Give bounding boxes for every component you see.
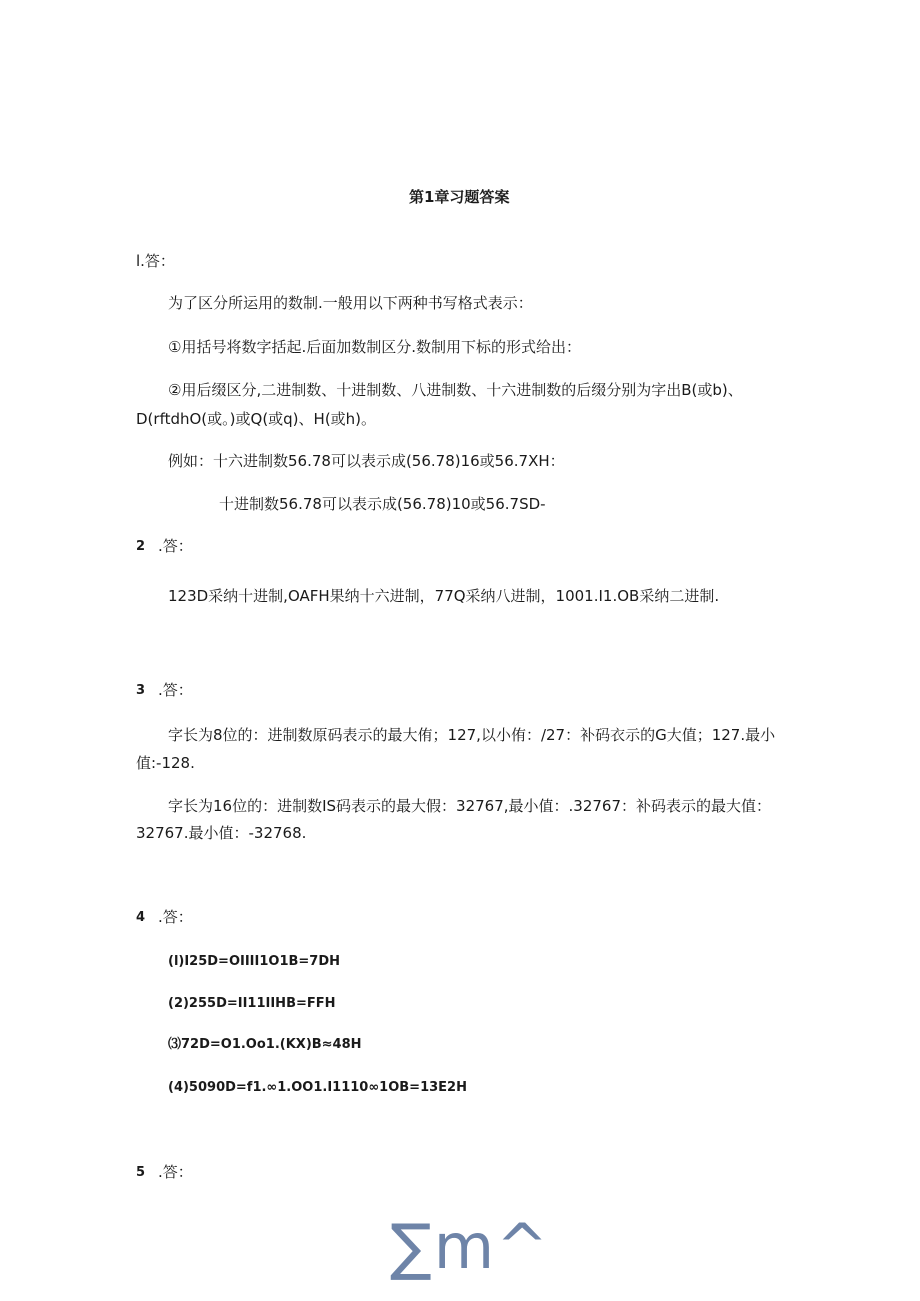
q4-item-1: (l)I25D=OIIII1O1B=7DH [168, 954, 341, 969]
q5-number: 5 [136, 1165, 146, 1180]
q3-number: 3 [136, 683, 146, 698]
q2-label: .答： [158, 537, 193, 555]
q3-paragraph-2-line-1: 字长为16位的：进制数IS码表示的最大假：32767,最小值：.32767：补码表示的最大值： [168, 797, 772, 815]
q3-label: .答： [158, 681, 193, 699]
q3-paragraph-1-line-2: 值:-128. [136, 754, 195, 772]
q1-label: l.答： [136, 252, 175, 270]
q4-number: 4 [136, 910, 146, 925]
page-title: 第1章习题答案 [409, 188, 510, 206]
q3-paragraph-1-line-1: 字长为8位的：进制数原码表示的最大侑；127,以小侑：/27：补码衣示的G大值；127.最小 [168, 726, 776, 744]
q4-item-2: (2)255D=II11IIHB=FFH [168, 996, 336, 1011]
q3-paragraph-2-line-2: 32767.最小值：-32768. [136, 824, 307, 842]
q2-number: 2 [136, 539, 146, 554]
q4-item-3: ⑶72D=O1.Oo1.(KX)B≈48H [168, 1037, 362, 1052]
q5-label: .答： [158, 1163, 193, 1181]
q1-example-line-2: 十进制数56.78可以表示成(56.78)10或56.7SD- [219, 495, 546, 513]
q4-item-4: (4)5090D=f1.∞1.OO1.I1110∞1OB=13E2H [168, 1080, 467, 1095]
q1-paragraph: 为了区分所运用的数制.一般用以下两种书写格式表示： [168, 294, 533, 312]
watermark-logo: ∑m^ [390, 1210, 551, 1283]
q2-text: 123D采纳十进制,OAFH果纳十六进制，77Q采纳八进制，1001.I1.OB采纳二进制. [168, 587, 720, 605]
q4-label: .答： [158, 908, 193, 926]
q1-item-2-line-1: ②用后缀区分,二进制数、十进制数、八进制数、十六进制数的后缀分别为字出B(或b)、 [168, 381, 743, 399]
q1-example-line-1: 例如：十六进制数56.78可以表示成(56.78)16或56.7XH： [168, 452, 565, 470]
q1-item-1: ①用括号将数字括起.后面加数制区分.数制用下标的形式给出： [168, 338, 581, 356]
q1-item-2-line-2: D(rftdhO(或。)或Q(或q)、H(或h)。 [136, 410, 377, 428]
